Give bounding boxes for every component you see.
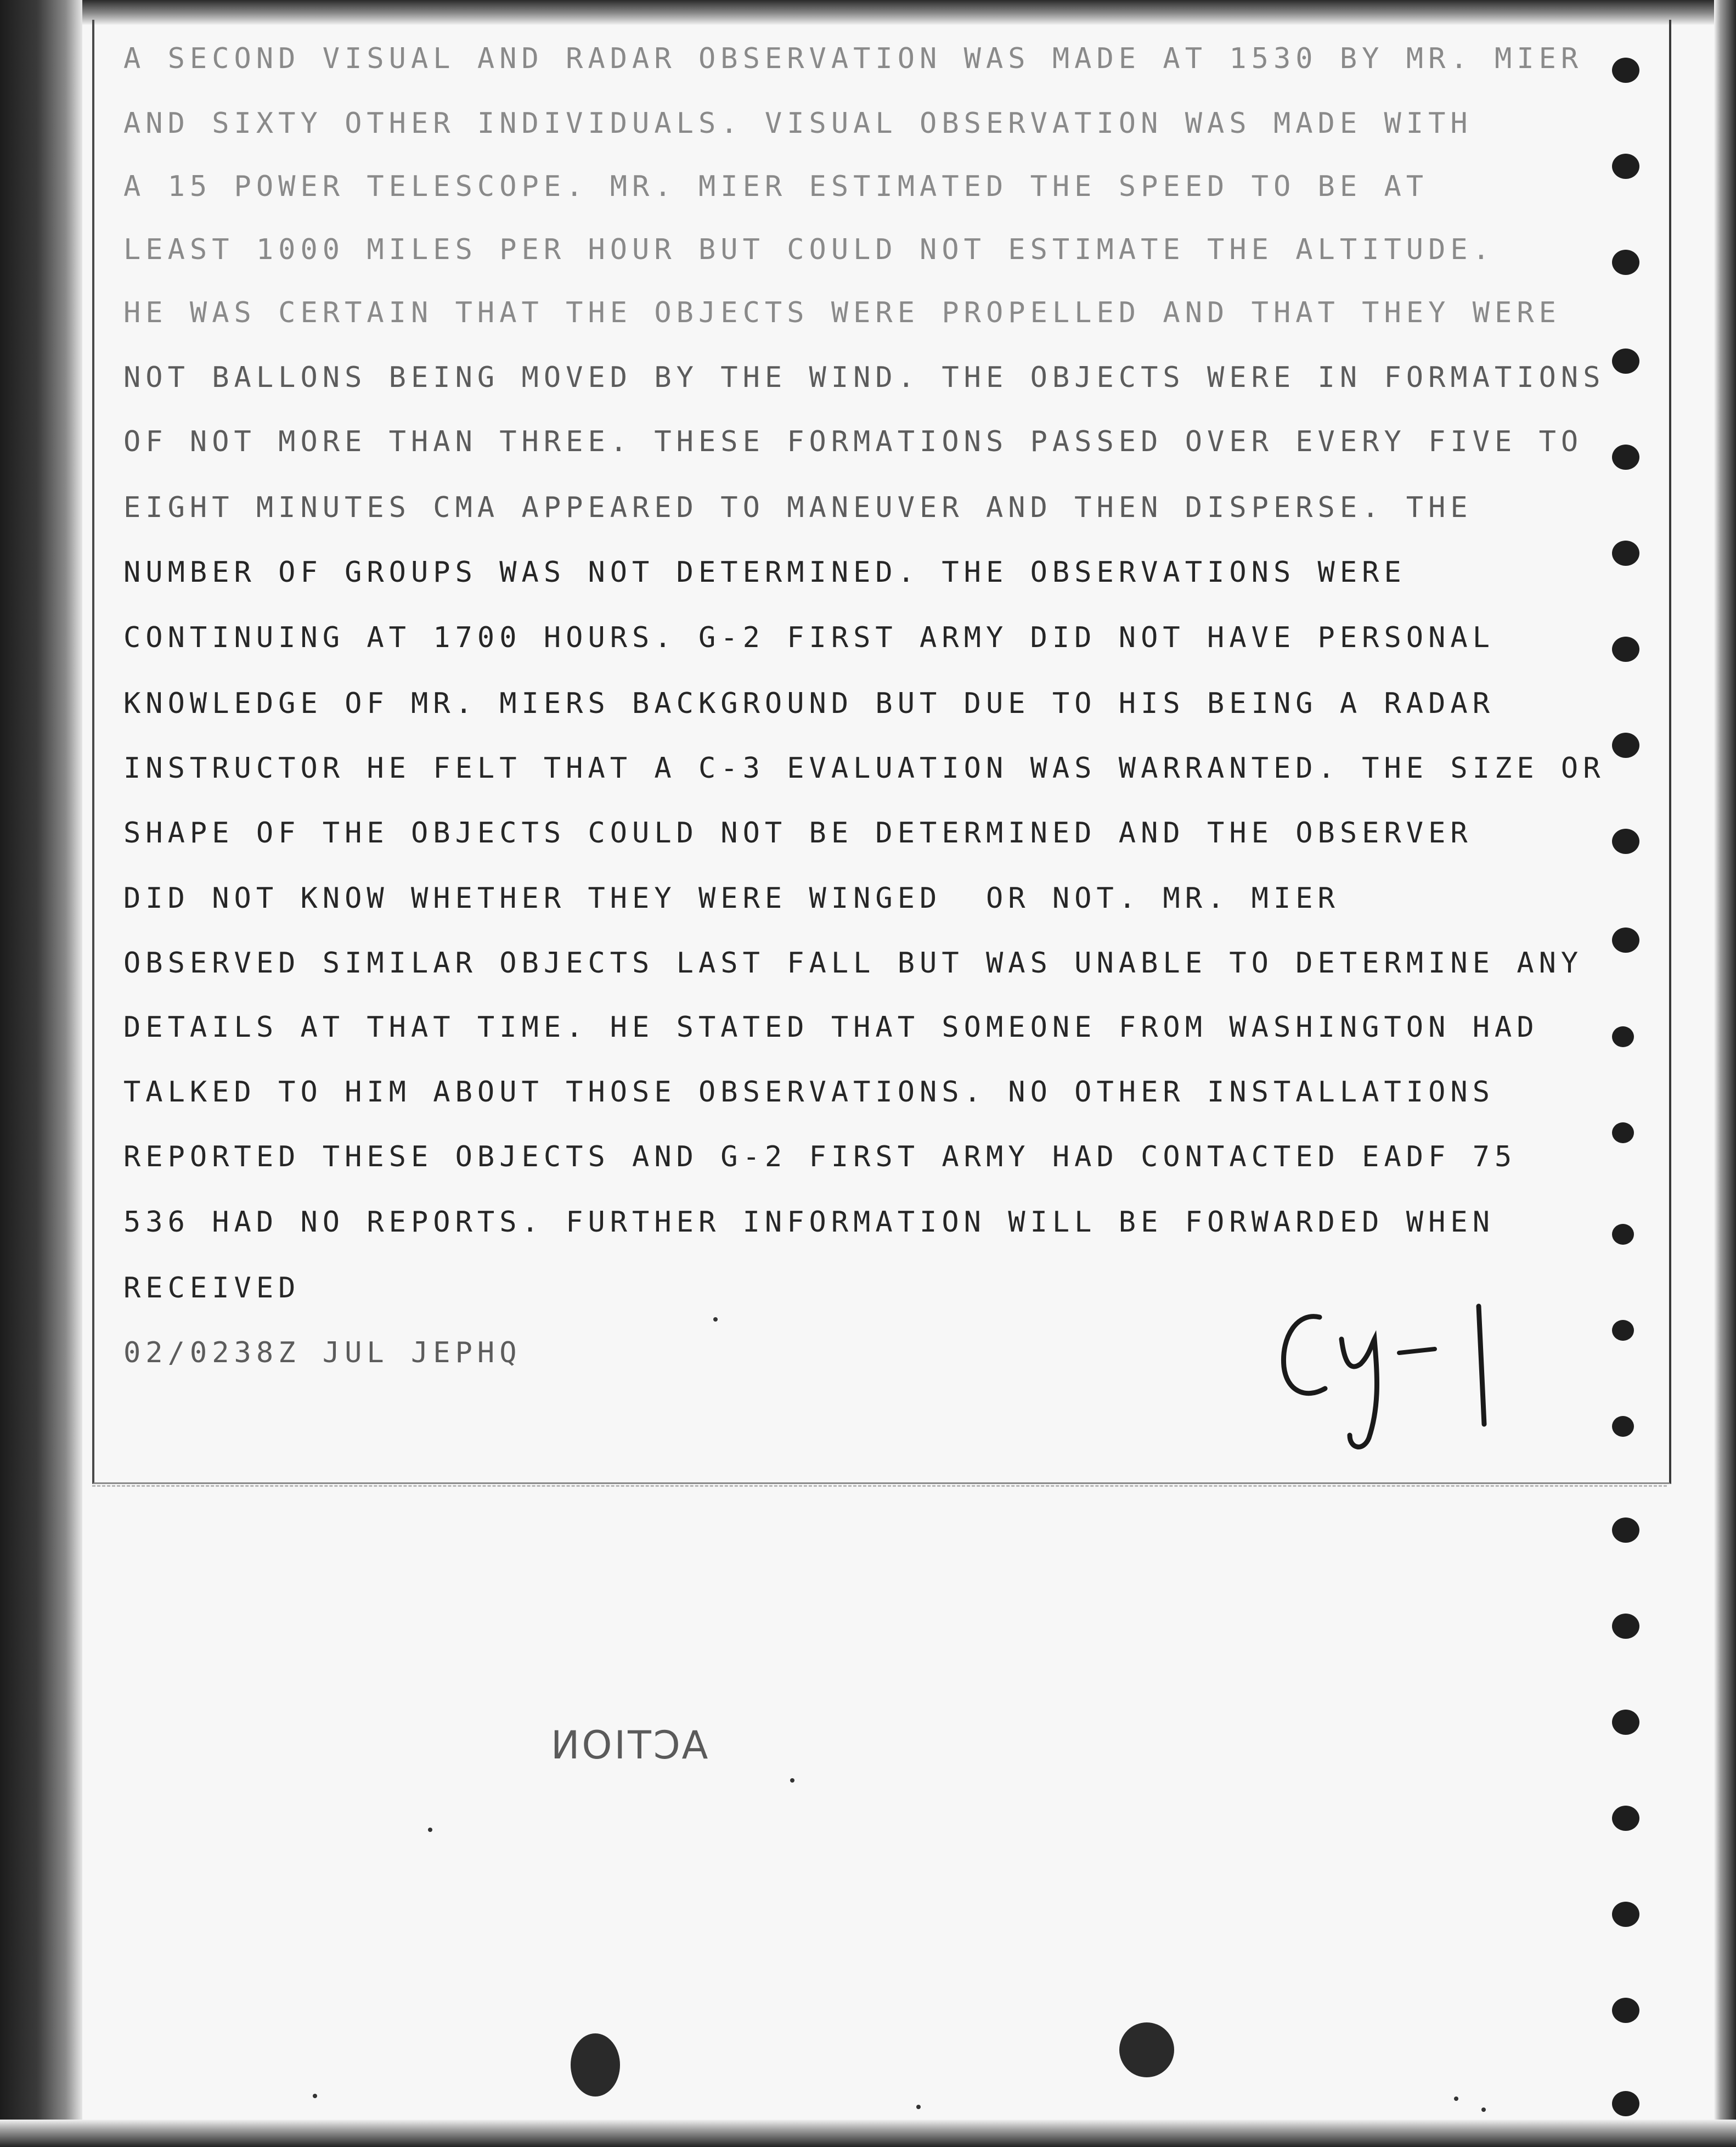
- message-line: LEAST 1000 MILES PER HOUR BUT COULD NOT ESTIMATE THE ALTITUDE.: [123, 233, 1495, 266]
- feed-hole: [1612, 1320, 1634, 1341]
- scan-speck: [1481, 2107, 1486, 2112]
- message-line: NOT BALLONS BEING MOVED BY THE WIND. THE OBJECTS WERE IN FORMATIONS: [123, 361, 1605, 394]
- message-line: DETAILS AT THAT TIME. HE STATED THAT SOMEONE FROM WASHINGTON HAD: [123, 1011, 1539, 1044]
- date-time-group: 02/0238Z JUL JEPHQ: [123, 1336, 522, 1369]
- feed-hole: [1612, 541, 1639, 566]
- scan-speck: [916, 2105, 921, 2109]
- perforation-rule: [92, 1485, 1667, 1487]
- message-line: KNOWLEDGE OF MR. MIERS BACKGROUND BUT DUE TO HIS BEING A RADAR: [123, 687, 1495, 720]
- message-line: OF NOT MORE THAN THREE. THESE FORMATIONS PASSED OVER EVERY FIVE TO: [123, 425, 1583, 458]
- ink-blot: [1119, 2022, 1174, 2077]
- scan-speck: [1454, 2097, 1458, 2101]
- feed-hole: [1612, 445, 1639, 470]
- scan-speck: [713, 1317, 718, 1322]
- ink-blot: [571, 2033, 620, 2097]
- feed-hole: [1612, 1710, 1639, 1735]
- scan-edge-left: [0, 0, 82, 2147]
- feed-hole: [1612, 928, 1639, 953]
- message-line: EIGHT MINUTES CMA APPEARED TO MANEUVER AND THEN DISPERSE. THE: [123, 491, 1473, 524]
- message-line: CONTINUING AT 1700 HOURS. G-2 FIRST ARMY DID NOT HAVE PERSONAL: [123, 621, 1495, 654]
- scan-edge-bottom: [0, 2120, 1736, 2147]
- feed-hole: [1612, 1026, 1634, 1047]
- feed-hole: [1612, 1416, 1634, 1437]
- feed-hole: [1612, 250, 1639, 275]
- scan-speck: [790, 1778, 794, 1783]
- feed-hole: [1612, 2091, 1639, 2116]
- message-line: AND SIXTY OTHER INDIVIDUALS. VISUAL OBSERVATION WAS MADE WITH: [123, 107, 1473, 140]
- feed-hole: [1612, 829, 1639, 854]
- feed-hole: [1612, 1806, 1639, 1831]
- feed-hole: [1612, 1614, 1639, 1639]
- message-line: 536 HAD NO REPORTS. FURTHER INFORMATION WILL BE FORWARDED WHEN: [123, 1206, 1495, 1239]
- scan-speck: [313, 2094, 317, 2098]
- message-line: HE WAS CERTAIN THAT THE OBJECTS WERE PROPELLED AND THAT THEY WERE: [123, 296, 1561, 329]
- feed-hole: [1612, 1122, 1634, 1143]
- message-line: SHAPE OF THE OBJECTS COULD NOT BE DETERMINED AND THE OBSERVER: [123, 817, 1473, 850]
- feed-hole: [1612, 637, 1639, 662]
- feed-hole: [1612, 1902, 1639, 1927]
- handwritten-cy-1-note: [1267, 1295, 1520, 1460]
- feed-hole: [1612, 58, 1639, 83]
- feed-hole: [1612, 733, 1639, 758]
- message-line: A SECOND VISUAL AND RADAR OBSERVATION WAS MADE AT 1530 BY MR. MIER: [123, 42, 1583, 75]
- scan-edge-right: [1714, 0, 1736, 2147]
- feed-hole: [1612, 1998, 1639, 2023]
- message-line: OBSERVED SIMILAR OBJECTS LAST FALL BUT WAS UNABLE TO DETERMINE ANY: [123, 947, 1583, 980]
- feed-hole: [1612, 1517, 1639, 1543]
- message-line: DID NOT KNOW WHETHER THEY WERE WINGED OR NOT. MR. MIER: [123, 882, 1340, 915]
- mirrored-action-stamp: ACTION: [549, 1723, 708, 1768]
- message-line: NUMBER OF GROUPS WAS NOT DETERMINED. THE OBSERVATIONS WERE: [123, 556, 1406, 589]
- feed-hole: [1612, 154, 1639, 179]
- message-line: A 15 POWER TELESCOPE. MR. MIER ESTIMATED THE SPEED TO BE AT: [123, 170, 1429, 203]
- message-line: TALKED TO HIM ABOUT THOSE OBSERVATIONS. NO OTHER INSTALLATIONS: [123, 1076, 1495, 1109]
- feed-hole: [1612, 1224, 1634, 1245]
- feed-hole: [1612, 349, 1639, 374]
- scan-speck: [428, 1828, 432, 1832]
- message-line: INSTRUCTOR HE FELT THAT A C-3 EVALUATION WAS WARRANTED. THE SIZE OR: [123, 752, 1605, 785]
- message-line: REPORTED THESE OBJECTS AND G-2 FIRST ARMY HAD CONTACTED EADF 75: [123, 1140, 1517, 1173]
- message-line: RECEIVED: [123, 1272, 301, 1305]
